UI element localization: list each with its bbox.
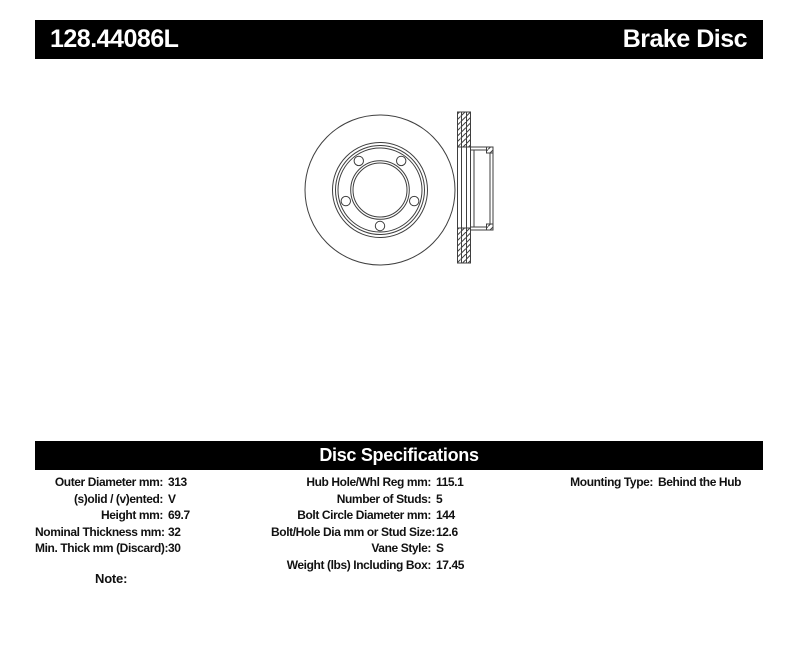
spec-label: Hub Hole/Whl Reg mm: [306, 475, 431, 489]
stud-hole [354, 156, 363, 165]
spec-row [35, 524, 190, 541]
title-bar [35, 20, 763, 59]
spec-label: Bolt Circle Diameter mm: [297, 508, 431, 523]
spec-label: Outer Diameter mm: [54, 475, 163, 489]
spec-value: 30 [168, 541, 181, 556]
stud-hole [410, 196, 419, 205]
spec-label: Bolt/Hole Dia mm or Stud Size: [271, 524, 436, 539]
spec-row [35, 474, 190, 491]
spec-value: S [436, 541, 444, 556]
spec-value: 12.6 [436, 524, 458, 539]
spec-row [271, 474, 464, 491]
spec-label: (s)olid / (v)ented: [73, 491, 163, 506]
spec-label: Nominal Thickness mm: [35, 524, 165, 539]
spec-row [35, 540, 190, 557]
spec-column-left [35, 474, 190, 557]
spec-row [271, 524, 464, 541]
spec-section-header: Disc Specifications [35, 441, 763, 470]
spec-value: 5 [436, 491, 443, 506]
front-view [305, 115, 455, 265]
spec-label: Weight (lbs) Including Box: [286, 557, 431, 572]
stud-hole [341, 196, 350, 205]
spec-label: Vane Style: [371, 541, 431, 556]
spec-row [271, 491, 464, 508]
product-type-title: Brake Disc [622, 25, 747, 53]
spec-value: Behind the Hub [658, 475, 742, 489]
spec-row [271, 540, 464, 557]
spec-value: V [168, 491, 176, 506]
spec-row [498, 474, 741, 491]
spec-row [35, 507, 190, 524]
brake-disc-drawing [290, 100, 510, 275]
spec-value: 115.1 [436, 475, 464, 489]
spec-value: 32 [168, 524, 181, 539]
spec-row [271, 557, 464, 574]
spec-value: 17.45 [436, 557, 465, 572]
spec-row [35, 491, 190, 508]
spec-label: Height mm: [100, 508, 163, 523]
spec-column-middle [271, 474, 464, 574]
spec-label: Min. Thick mm (Discard): [35, 541, 169, 556]
spec-column-right [498, 474, 741, 491]
spec-value: 144 [436, 508, 455, 523]
stud-hole [397, 156, 406, 165]
spec-label: Number of Studs: [336, 491, 431, 506]
part-number: 128.44086L [50, 25, 179, 53]
stud-hole [375, 221, 384, 230]
spec-label: Mounting Type: [570, 475, 653, 489]
spec-row [271, 507, 464, 524]
note-label: Note: [95, 571, 128, 586]
spec-value: 69.7 [168, 508, 190, 523]
spec-value: 313 [168, 475, 187, 489]
side-cross-section [458, 112, 494, 263]
